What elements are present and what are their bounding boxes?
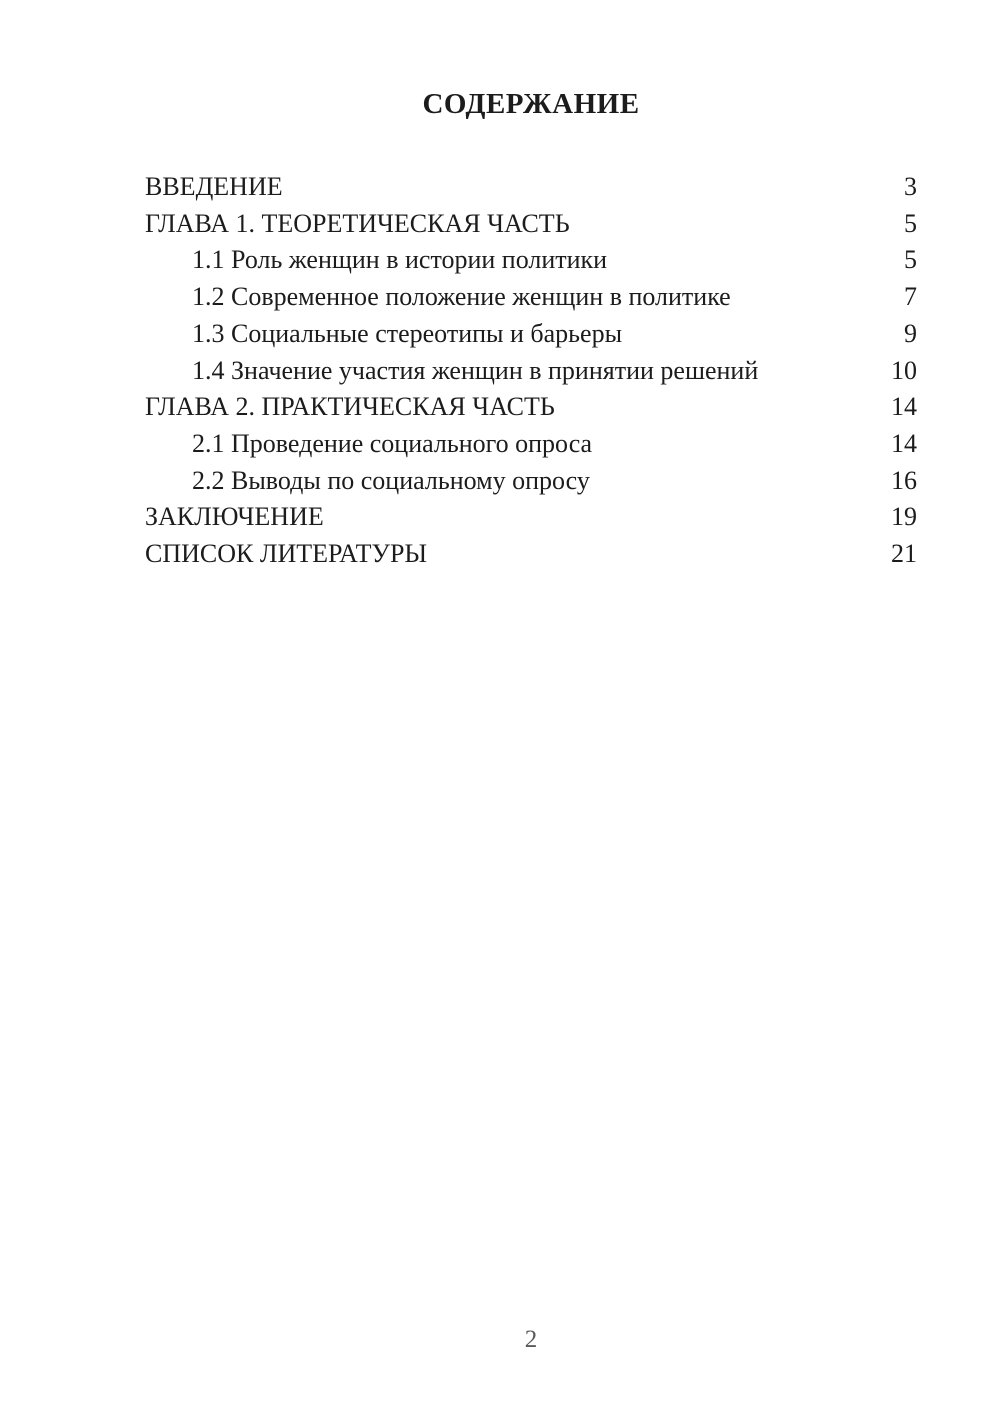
toc-entry-label: 1.4 Значение участия женщин в принятии решений: [192, 355, 759, 385]
toc-entry-label: 1.1 Роль женщин в истории политики: [192, 245, 608, 275]
toc-row: [145, 279, 917, 316]
toc-entry-page-number: 19: [891, 502, 917, 532]
toc-row: [145, 389, 917, 426]
toc-entry-label: 1.2 Современное положение женщин в политике: [192, 282, 731, 312]
toc-entry-label: 1.3 Социальные стереотипы и барьеры: [192, 318, 623, 348]
toc-entry-label: 2.2 Выводы по социальному опросу: [192, 465, 590, 495]
toc-row: [145, 426, 917, 463]
toc-entry-label: 2.1 Проведение социального опроса: [192, 428, 593, 458]
toc-row: [145, 316, 917, 353]
toc-entry-page-number: 16: [891, 465, 917, 495]
table-of-contents: [145, 169, 917, 573]
toc-entry-label: СПИСОК ЛИТЕРАТУРЫ: [145, 539, 428, 569]
toc-row: [145, 169, 917, 206]
toc-entry-page-number: 9: [904, 318, 917, 348]
toc-entry-page-number: 7: [904, 282, 917, 312]
toc-entry-page-number: 3: [904, 172, 917, 201]
toc-row: [145, 499, 917, 536]
page-title: СОДЕРЖАНИЕ: [422, 88, 640, 120]
toc-row: [145, 353, 917, 390]
toc-entry-label: ВВЕДЕНИЕ: [145, 172, 283, 201]
toc-entry-page-number: 5: [904, 208, 917, 238]
toc-row: [145, 242, 917, 279]
toc-entry-page-number: 10: [891, 355, 917, 385]
toc-row: [145, 536, 917, 573]
page-number: 2: [524, 1326, 538, 1353]
toc-entry-page-number: 5: [904, 245, 917, 275]
toc-row: [145, 206, 917, 243]
toc-entry-page-number: 21: [891, 539, 917, 569]
toc-entry-page-number: 14: [891, 392, 917, 422]
toc-entry-page-number: 14: [891, 428, 917, 458]
toc-entry-label: ГЛАВА 1. ТЕОРЕТИЧЕСКАЯ ЧАСТЬ: [145, 208, 570, 238]
toc-row: [145, 463, 917, 500]
toc-entry-label: ГЛАВА 2. ПРАКТИЧЕСКАЯ ЧАСТЬ: [145, 392, 555, 422]
toc-entry-label: ЗАКЛЮЧЕНИЕ: [145, 502, 324, 532]
